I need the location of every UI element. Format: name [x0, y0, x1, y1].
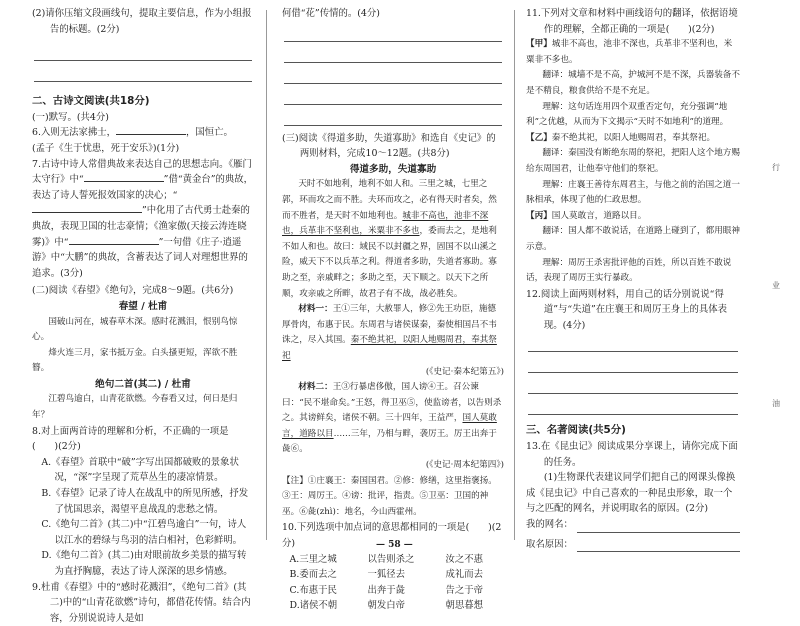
question-7: 7.古诗中诗人常借典故来表达自己的思想志向。《雁门太守行》中“ ”借“黄金台”的典故，表达了诗人誓死报效国家的决心；“”中化用了古代勇士赴秦的典故，表现卫国的壮志豪情；《渔家傲(天接云涛连晓雾)》中“ ”一句借《庄子·逍遥游》中“大鹏”的典故，含蓄表达了词人对理想世界的追求。(3分): [32, 158, 254, 279]
answer-line[interactable]: [528, 336, 738, 352]
question-10: 10.下列选项中加点词的意思都相同的一项是( )(2分): [282, 522, 502, 550]
reason-blank[interactable]: [577, 539, 740, 552]
margin-mark: 油: [772, 399, 780, 408]
answer-line[interactable]: [528, 378, 738, 394]
blank[interactable]: [32, 212, 142, 213]
item-jia: 【甲】城非不高也，池非不深也，兵革非不坚利也，米粟非不多也。: [526, 39, 733, 65]
poem-2-line-1: 江碧鸟逾白，山青花欲燃。今春看又过，何日是归年？: [32, 394, 238, 421]
answer-line[interactable]: [528, 357, 738, 373]
margin-mark: 行: [772, 163, 780, 172]
poem-1-line-2: 烽火连三月，家书抵万金。白头搔更短，浑欲不胜簪。: [32, 347, 238, 374]
q10-option-a[interactable]: A.三里之城 以告则杀之 汝之不惠: [289, 553, 484, 565]
item-jia-translation: 翻译：城墙不是不高，护城河不是不深，兵器装备不是不精良，粮食供给不是不充足。: [526, 70, 740, 96]
sub-section-3: (三)阅读《得道多助，失道寡助》和选自《史记》的两则材料，完成10～12题。(共8分): [282, 132, 496, 160]
answer-line[interactable]: [284, 89, 502, 105]
item-yi: 【乙】秦不绝其祀，以阳人地赐周君，奉其祭祀。: [526, 132, 716, 143]
q5-part2: (2)请你压缩文段画线句，提取主要信息，作为小组报告的标题。(2分): [32, 8, 252, 35]
passage-paragraph: 天时不如地利，地利不如人和。三里之城，七里之郭，环而攻之而不胜。夫环而攻之，必有得天时者矣，然而不胜者，是天时不如地利也。城非不高也，池非不深也，兵革非不坚利也，米粟非不多也，委而去之，是地利不如人和也。故曰：域民不以封疆之界，固国不以山溪之险，威天下不以兵革之利。得道者多助，失道者寡助。寡助之至，亲戚畔之；多助之至，天下顺之。以天下之所顺，攻亲戚之所畔，故君子有不战，战必胜矣。: [282, 179, 497, 299]
passage-title: 得道多助，失道寡助: [349, 163, 437, 175]
material-2: 材料二：王③行暴虐侈傲，国人谤④王。召公谏曰：“民不堪命矣。”王怒，得卫巫⑤，使监谤者，以告则杀之。其谤鲜矣，诸侯不朝。三十四年，王益严，国人莫敢言，道路以目……三年，乃相与畔，袭厉王。厉王出奔于彘⑥。: [282, 382, 502, 455]
middle-column: [282, 6, 504, 614]
sub-section-2: (二)阅读《春望》《绝句》，完成8～9题。(共6分): [32, 285, 234, 297]
question-9: 9.杜甫《春望》中的“感时花溅泪”，《绝句二首》(其二)中的“山青花欲燃”诗句，都借花传情。结合内容，分别说说诗人是如: [32, 581, 251, 624]
q8-option-d[interactable]: D.《绝句二首》(其二)由对眼前故乡美景的描写转为直抒胸臆，表达了诗人深深的思乡情感。: [41, 550, 247, 577]
blank[interactable]: [116, 134, 186, 135]
section-2-title: 二、古诗文阅读(共18分): [32, 95, 150, 108]
margin-mark: 业: [772, 281, 780, 290]
q8-option-c[interactable]: C.《绝句二首》(其二)中“江碧鸟逾白”一句，诗人以江水的碧绿与鸟羽的洁白相衬，色彩鲜明。: [41, 519, 247, 546]
item-bing-understanding: 理解：周厉王杀害批评他的百姓，所以百姓不敢说话，表现了周厉王实行暴政。: [526, 257, 732, 284]
q10-option-d[interactable]: D.诸侯不朝 朝发白帝 朝思暮想: [289, 600, 484, 612]
reason-row: [526, 537, 740, 553]
blank[interactable]: [84, 181, 164, 182]
item-yi-translation: 翻译：秦国没有断绝东周的祭祀，把阳人这个地方赐给东周国君，让他奉守他们的祭祀。: [526, 148, 740, 174]
page-number: — 58 —: [376, 540, 413, 550]
question-13: 13.在《昆虫记》阅读成果分享课上，请你完成下面的任务。: [526, 441, 738, 468]
material-2-source: (《史记·周本纪第四》): [425, 460, 504, 471]
question-6: 6.入则无法家拂士， ，国恒亡。: [32, 127, 233, 139]
question-12: 12.阅读上面两则材料，用自己的话分别说说“得道”与“失道”在庄襄王和周厉王身上的具体表现。(4分): [526, 288, 727, 331]
item-bing: 【丙】国人莫敢言，道路以目。: [526, 210, 647, 221]
q10-option-b[interactable]: B.委而去之 一狐径去 成礼而去: [289, 569, 484, 581]
question-11: 11.下列对文章和材料中画线语句的翻译，依据语境作的理解，全都正确的一项是( )(2分): [526, 8, 738, 35]
material-1-source: (《史记·秦本纪第五》): [425, 366, 504, 377]
blank[interactable]: [69, 244, 159, 245]
poem-1-title: 春望 / 杜甫: [118, 300, 168, 312]
item-bing-translation: 翻译：国人都不敢说话，在道路上碰到了，都用眼神示意。: [526, 226, 740, 252]
answer-line[interactable]: [34, 66, 252, 82]
question-6-source: (孟子《生于忧患，死于安乐》)(1分): [32, 142, 180, 154]
column-divider: [266, 10, 267, 540]
left-column: [32, 6, 254, 626]
sub-section-1: (一)默写。(共4分): [32, 111, 109, 123]
material-1: 材料一：王①三年，大赦罪人，修②先王功臣，施德厚骨肉，布惠于民。东周君与诸侯谋秦，秦使相国吕不韦诛之，尽入其国。秦不绝其祀，以阳人地赐周君，奉其祭祀: [282, 304, 497, 361]
reason-label: 取名原因：: [526, 538, 573, 550]
annotation-note: 【注】①庄襄王：秦国国君。②修：修缮，这里指褒扬。③王：周厉王。④谤：批评，指责。⑤卫巫：卫国的神巫。⑥彘(zhì)：地名，今山西霍州。: [282, 475, 497, 517]
answer-line[interactable]: [528, 399, 738, 415]
my-name-label: 我的网名：: [526, 519, 573, 531]
my-name-row: [526, 517, 740, 533]
item-jia-understanding: 理解：这句话连用四个双重否定句，充分强调“地利”之优越，从而为下文揭示“天时不如地利”的道理。: [526, 101, 729, 128]
my-name-blank[interactable]: [577, 520, 740, 533]
q8-option-b[interactable]: B.《春望》记录了诗人在战乱中的所见所感，抒发了忧国思亲，渴望平息战乱的悲愁之情。: [41, 488, 249, 515]
question-8: 8.对上面两首诗的理解和分析，不正确的一项是( )(2分): [32, 425, 229, 453]
right-column: [526, 6, 740, 556]
q10-options: [282, 552, 504, 614]
answer-line[interactable]: [34, 45, 252, 61]
q8-option-a[interactable]: A.《春望》首联中“破”字写出国都破败的景象状况，“深”字呈现了荒草丛生的凄凉情景。: [41, 456, 239, 484]
column-divider: [514, 10, 515, 540]
section-3-title: 三、名著阅读(共5分): [526, 424, 626, 437]
answer-line[interactable]: [284, 26, 502, 42]
item-yi-understanding: 理解：庄襄王善待东周君主，与他之前的治国之道一脉相承，体现了他的仁政思想。: [526, 179, 740, 206]
answer-line[interactable]: [284, 47, 502, 63]
poem-2-title: 绝句二首(其二) / 杜甫: [95, 378, 191, 390]
poem-1-line-1: 国破山河在，城春草木深。感时花溅泪，恨别鸟惊心。: [32, 316, 238, 343]
question-9-continued: 何借“花”传情的。(4分): [282, 8, 380, 19]
answer-line[interactable]: [284, 110, 502, 126]
answer-line[interactable]: [284, 68, 502, 84]
q10-option-c[interactable]: C.布惠于民 出奔于彘 告之于帝: [289, 584, 484, 596]
question-13-part1: (1)生物课代表建议同学们把自己的网课头像换成《昆虫记》中自己喜欢的一种昆虫形象，取一个与之匹配的网名，并说明取名的原因。(2分): [526, 472, 736, 515]
